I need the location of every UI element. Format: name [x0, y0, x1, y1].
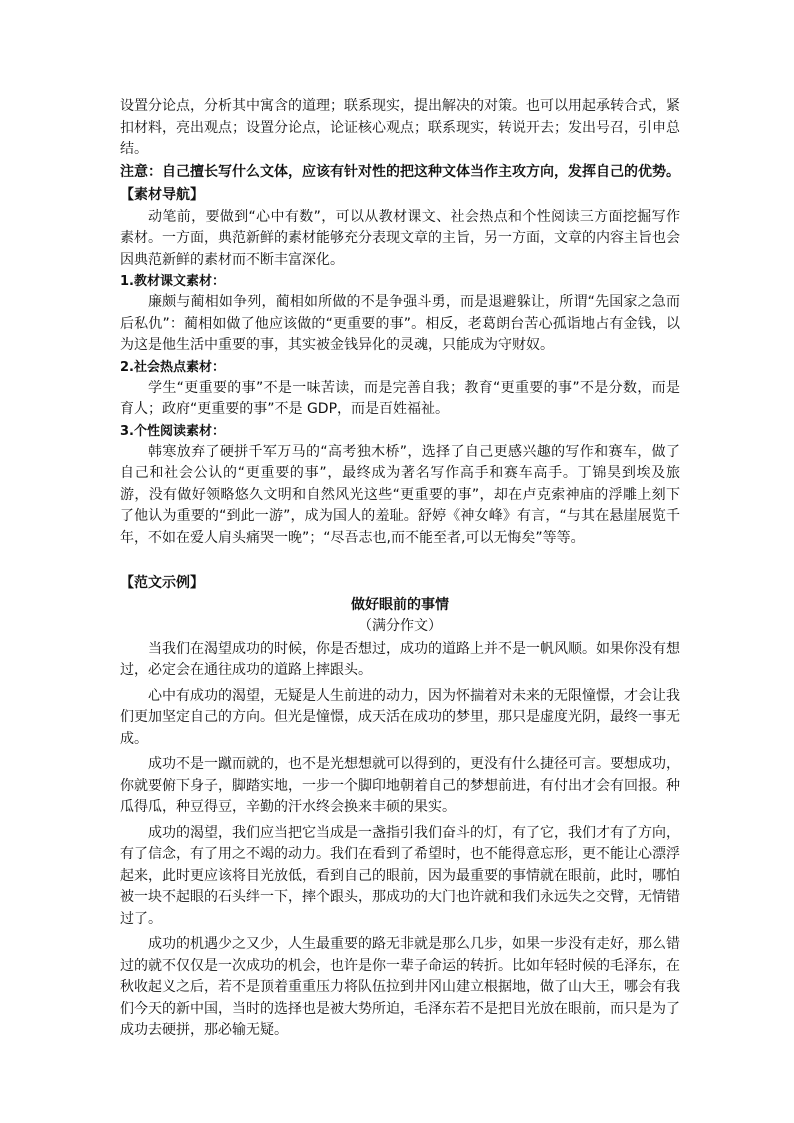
essay-subtitle: （满分作文）: [358, 618, 442, 634]
content-column: [120, 96, 680, 1042]
essay-paragraph: 成功不是一蹴而就的，也不是光想想就可以得到的，更没有什么捷径可言。要想成功，你就要俯下身子，脚踏实地，一步一个脚印地朝着自己的梦想前进，有付出才会有回报。种瓜得瓜，种豆得豆，辛勤的汗水终会换来丰硕的果实。: [120, 756, 680, 815]
material-item-text: 学生“更重要的事”不是一味苦读，而是完善自我；教育“更重要的事”不是分数，而是育人；政府“更重要的事”不是 GDP，而是百姓福祉。: [120, 379, 680, 417]
material-item-text: 韩寒放弃了硬拼千军万马的“高考独木桥”，选择了自己更感兴趣的写作和赛车，做了自己和社会公认的“更重要的事”，最终成为著名写作高手和赛车高手。丁锦昊到埃及旅游，没有做好领略悠久文明和自然风光这些“更重要的事”，却在卢克索神庙的浮雕上刻下了他认为重要的“到此一游”，成为国人的羞耻。舒婷《神女峰》有言，“与其在悬崖展览千年，不如在爱人肩头痛哭一晚”；“尽吾志也,而不能至者,可以无悔矣”等等。: [120, 443, 680, 546]
material-item-label: 2.社会热点素材：: [120, 359, 225, 375]
essay-paragraph: 成功的渴望，我们应当把它当成是一盏指引我们奋斗的灯，有了它，我们才有了方向，有了信念，有了用之不竭的动力。我们在看到了希望时，也不能得意忘形，更不能让心漂浮起来，此时更应该将目光放低，看到自己的眼前，因为最重要的事情就在眼前，此时，哪怕被一块不起眼的石头绊一下，摔个跟头，那成功的大门也许就和我们永远失之交臂，无情错过了。: [120, 824, 680, 927]
material-item-text: 廉颇与蔺相如争列，蔺相如所做的不是争强斗勇，而是退避躲让，所谓“先国家之急而后私仇”：蔺相如做了他应该做的“更重要的事”。相反，老葛朗台苦心孤诣地占有金钱，以为这是他生活中重要的事，其实被金钱异化的灵魂，只能成为守财奴。: [120, 294, 680, 353]
essay-paragraph: 心中有成功的渴望，无疑是人生前进的动力，因为怀揣着对未来的无限憧憬，才会让我们更加坚定自己的方向。但光是憧憬，成天活在成功的梦里，那只是虚度光阴，最终一事无成。: [120, 687, 680, 747]
example-heading: 【范文示例】: [120, 575, 204, 591]
material-item-label: 1.教材课文素材：: [120, 274, 225, 289]
material-heading: 【素材导航】: [120, 187, 204, 203]
essay-paragraph: 成功的机遇少之又少，人生最重要的路无非就是那么几步，如果一步没有走好，那么错过的就不仅仅是一次成功的机会，也许是你一辈子命运的转折。比如年轻时候的毛泽东，在秋收起义之后，若不是顶着重重压力将队伍拉到井冈山建立根据地，做了山大王，哪会有我们今天的新中国，当时的选择也是被大势所迫，毛泽东若不是把目光放在眼前，而只是为了成功去硬拼，那必输无疑。: [120, 936, 680, 1038]
essay-title: 做好眼前的事情: [351, 596, 449, 613]
essay-paragraph: 当我们在渴望成功的时候，你是否想过，成功的道路上并不是一帆风顺。如果你没有想过，必定会在通往成功的道路上摔跟头。: [120, 640, 680, 678]
section-gap: [120, 549, 680, 571]
material-intro: 动笔前，要做到“心中有数”，可以从教材课文、社会热点和个性阅读三方面挖掘写作素材。一方面，典范新鲜的素材能够充分表现文章的主旨，另一方面，文章的内容主旨也会因典范新鲜的素材而不断丰富深化。: [120, 208, 680, 268]
note-paragraph: 注意：自己擅长写什么文体，应该有针对性的把这种文体当作主攻方向，发挥自己的优势。: [120, 163, 680, 180]
material-item-label: 3.个性阅读素材：: [120, 423, 225, 439]
intro-paragraph: 设置分论点，分析其中寓含的道理；联系现实，提出解决的对策。也可以用起承转合式，紧扣材料，亮出观点；设置分论点，论证核心观点；联系现实，转说开去；发出号召，引申总结。: [120, 98, 680, 157]
